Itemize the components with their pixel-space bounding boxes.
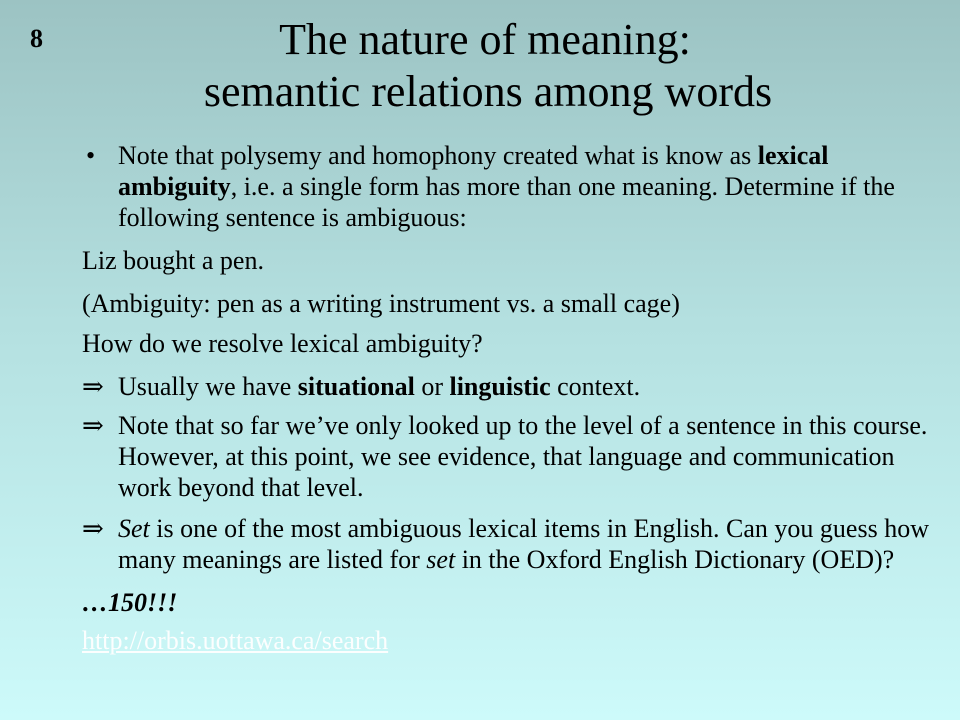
slide-content (82, 140, 942, 656)
example-sentence: Liz bought a pen. (82, 246, 264, 275)
item-italic-set-2: set (426, 545, 456, 574)
item-text-end: in the Oxford English Dictionary (OED)? (455, 545, 895, 574)
item-text-end: context. (550, 372, 641, 401)
bullet-lexical-ambiguity (82, 140, 942, 233)
item-text: Note that so far we’ve only looked up to the level of a sentence in this course. However, at this point, we see evidence, that language and communication work beyond that level. (118, 411, 928, 502)
answer-line (82, 587, 942, 618)
item-text: is one of the most ambiguous lexical items in English. Can you guess how many meanings are listed for (118, 514, 929, 574)
item-bold-situational: situational (297, 372, 415, 401)
implies-arrow-icon: ⇒ (82, 411, 104, 440)
implies-arrow-icon: ⇒ (82, 372, 104, 401)
title-line-2: semantic relations among words (203, 67, 773, 116)
ambiguity-note: (Ambiguity: pen as a writing instrument vs. a small cage) (82, 289, 680, 318)
item-italic-set: Set (118, 514, 150, 543)
implies-arrow-icon: ⇒ (82, 514, 104, 543)
implies-item-context (82, 371, 942, 402)
item-text: Usually we have (118, 372, 298, 401)
bullet-icon: • (86, 141, 96, 170)
question-line: How do we resolve lexical ambiguity? (82, 329, 483, 358)
orbis-search-link[interactable]: http://orbis.uottawa.ca/search (82, 626, 389, 655)
bullet-text: Note that polysemy and homophony created what is know as (118, 141, 758, 170)
answer-text: …150!!! (82, 588, 178, 617)
slide-title (0, 14, 960, 118)
slide-number: 8 (30, 24, 43, 53)
item-text-or: or (414, 372, 450, 401)
bullet-bold-term: lexical ambiguity (118, 141, 829, 201)
bullet-text-cont: , i.e. a single form has more than one meaning. Determine if the following sentence is ambiguous: (118, 172, 895, 232)
title-line-1: The nature of meaning: (279, 15, 691, 64)
implies-item-sentence-level (82, 410, 942, 503)
item-bold-linguistic: linguistic (449, 372, 551, 401)
implies-item-set (82, 513, 942, 575)
